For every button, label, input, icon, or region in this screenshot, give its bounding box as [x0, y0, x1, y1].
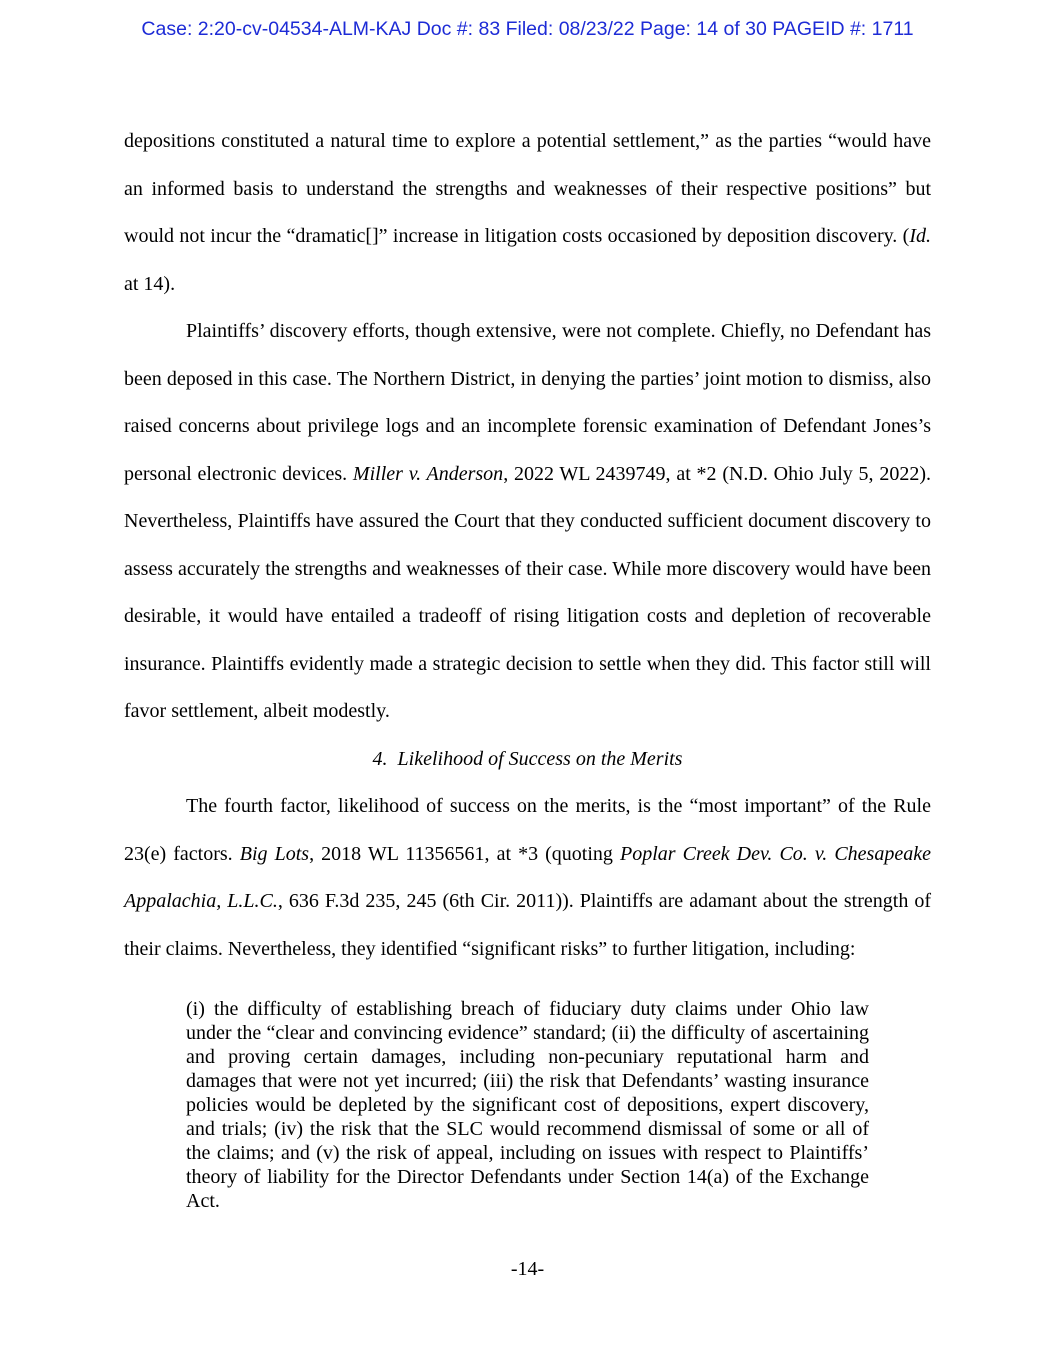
- page-number: -14-: [510, 1258, 545, 1280]
- section-title: Likelihood of Success on the Merits: [397, 747, 683, 770]
- citation-id: Id.: [909, 225, 931, 247]
- case-citation: Big Lots: [239, 842, 310, 865]
- paragraph-discovery: [124, 308, 931, 736]
- paragraph-depositions: [124, 118, 931, 308]
- section-number: 4.: [372, 747, 388, 770]
- block-quote: (i) the difficulty of establishing breach of fiduciary duty claims under Ohio law under the “clear and convincing evidence” standard; (ii) the difficulty of ascertaining and proving certain damages, including non-pecuniary reputational harm and damages that were not yet incurred; (iii) the risk that Defendants’ wasting insurance policies would be depleted by the significant cost of depositions, expert discovery, and trials; (iv) the risk that the SLC would recommend dismissal of some or all of the claims; and (v) the risk of appeal, including on issues with respect to Plaintiffs’ theory of liability for the Director Defendants under Section 14(a) of the Exchange Act.: [186, 998, 869, 1212]
- paragraph-text: Plaintiffs’ discovery efforts, though extensive, were not complete. Chiefly, no Defendant has been deposed in this case. The Northern District, in denying the parties’ joint motion to dismiss, also raised concerns about privilege logs and an incomplete forensic examination of Defendant Jones’s personal electronic devices.: [124, 320, 931, 485]
- case-citation: Miller v. Anderson: [352, 462, 504, 485]
- paragraph-text: , 636 F.3d 235, 245 (6th Cir. 2011)). Plaintiffs are adamant about the strength of their claims. Nevertheless, they identified “significant risks” to further litigation, including:: [124, 890, 932, 960]
- paragraph-text: depositions constituted a natural time to explore a potential settlement,” as the parties “would have an informed basis to understand the strengths and weaknesses of their respective positions” but would not incur the “dramatic[]” increase in litigation costs occasioned by deposition discovery. (: [124, 130, 931, 247]
- section-heading: [124, 736, 931, 784]
- paragraph-text: The fourth factor, likelihood of success on the merits, is the “most important” of the Rule 23(e) factors.: [124, 795, 931, 865]
- case-header: Case: 2:20-cv-04534-ALM-KAJ Doc #: 83 Filed: 08/23/22 Page: 14 of 30 PAGEID #: 1711: [141, 18, 914, 40]
- case-citation: Poplar Creek Dev. Co. v. Chesapeake Appalachia, L.L.C.: [124, 842, 931, 912]
- paragraph-merits: [124, 783, 931, 973]
- paragraph-text: , 2018 WL 11356561, at *3 (quoting: [309, 842, 620, 865]
- page-body: [124, 118, 931, 1213]
- paragraph-text: at 14).: [124, 272, 176, 295]
- paragraph-text: , 2022 WL 2439749, at *2 (N.D. Ohio July 5, 2022). Nevertheless, Plaintiffs have assured the Court that they conducted sufficient document discovery to assess accurately the strengths and weaknesses of their case. While more discovery would have been desirable, it would have entailed a tradeoff of rising litigation costs and depletion of recoverable insurance. Plaintiffs evidently made a strategic decision to settle when they did. This factor still will favor settlement, albeit modestly.: [124, 462, 932, 722]
